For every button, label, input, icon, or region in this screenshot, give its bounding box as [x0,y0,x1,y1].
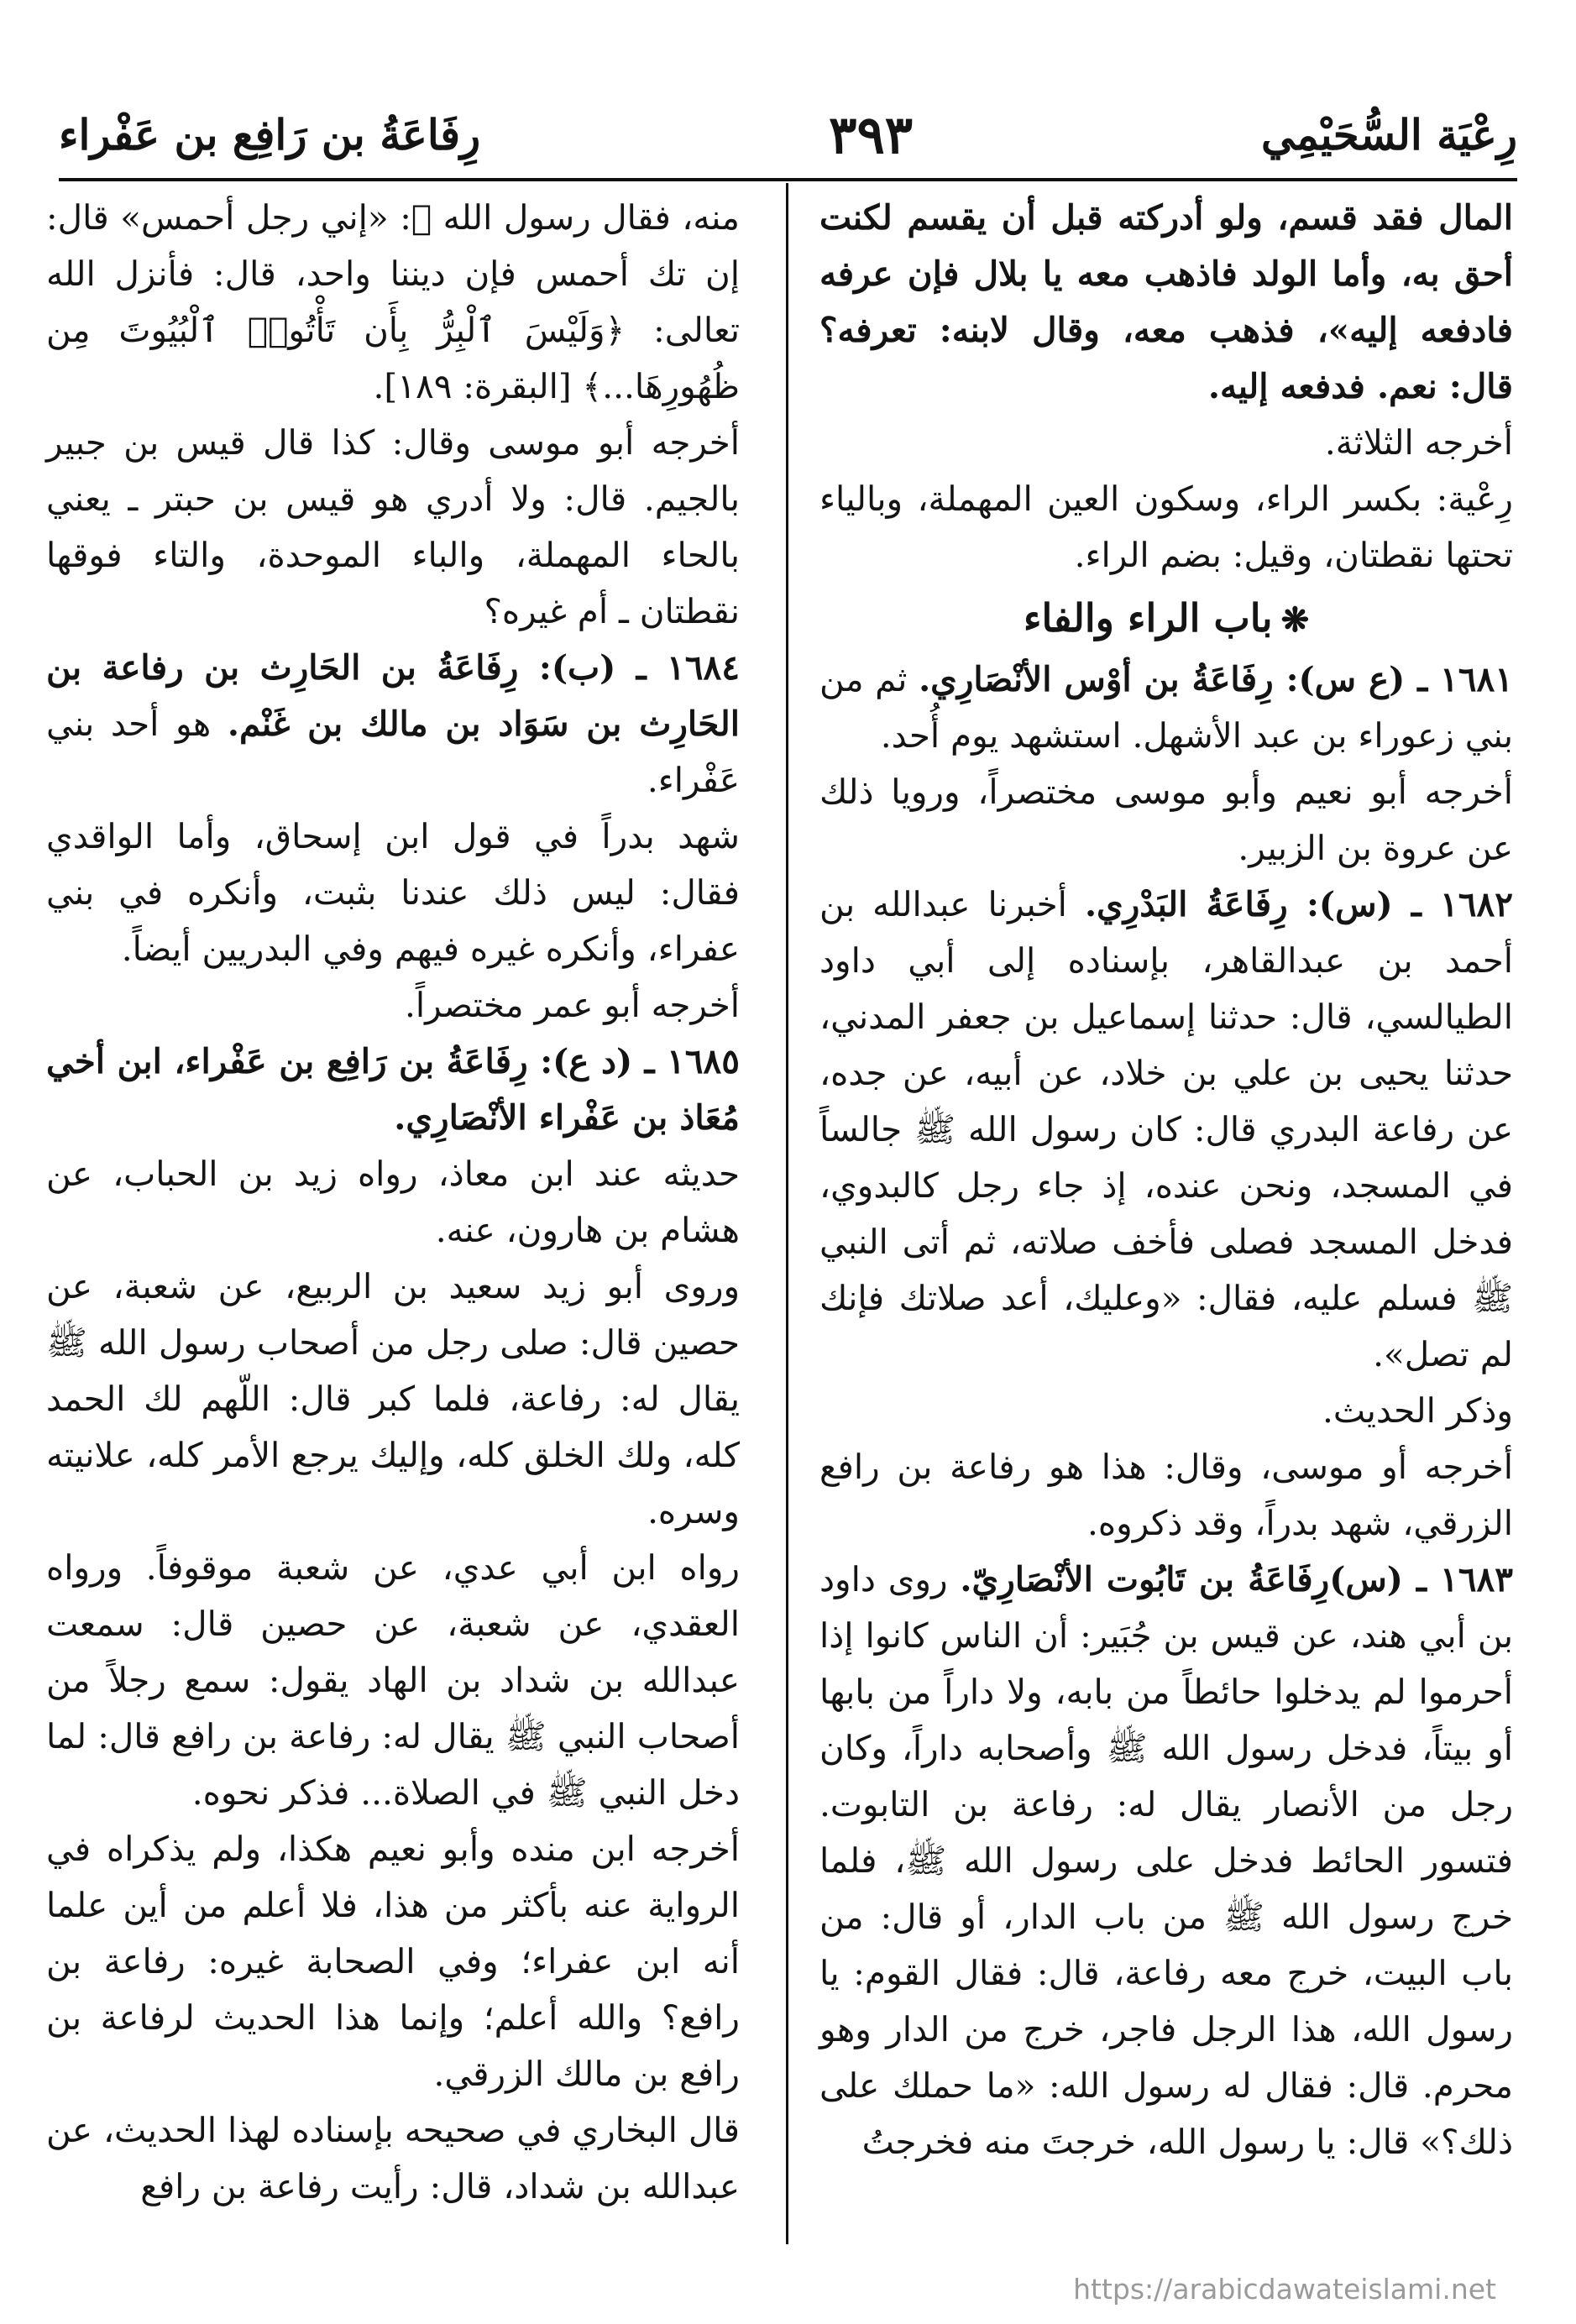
entry-heading: ١٦٨١ ـ (ع س): رِفَاعَةُ بن أوْس الأنْصَارِي. [919,659,1513,699]
paragraph: وذكر الحديث. [1322,1390,1513,1431]
source-watermark: https://arabicdawateislami.net [1073,2273,1496,2306]
right-column [819,190,1513,2170]
page-number: ٣٩٣ [829,103,914,165]
paragraph: حديثه عند ابن معاذ، رواه زيد بن الحباب، عن هشام بن هارون، عنه. [46,1154,740,1250]
entry-1685 [46,1034,740,1146]
entry-1684: ١٦٨٤ ـ (ب): رِفَاعَةُ بن الحَارِث بن رفاعة بن الحَارِث بن سَوَاد بن مالك بن غَنْم. هو أحد بني عَفْراء. [46,647,740,800]
running-title-left: رِفَاعَةُ بن رَافِع بن عَفْراء [59,109,481,160]
running-title-right: رِعْيَة السُّحَيْمِي [1261,109,1517,160]
section-heading-text: باب الراء والفاء [1023,595,1273,641]
column-divider [786,183,788,2244]
paragraph: منه، فقال رسول الله ﷺ: «إني رجل أحمس» قال: إن تك أحمس فإن ديننا واحد، قال: فأنزل الله تعالى: ﴿وَلَيْسَ ٱلْبِرُّ بِأَن تَأْتُوا۟ ٱلْبُيُوتَ مِن ظُهُورِهَا...﴾ [البقرة: ١٨٩]. [46,197,740,406]
section-heading [819,590,1513,648]
paragraph: أخرجه أبو عمر مختصراً. [404,985,740,1025]
entry-heading: ١٦٨٢ ـ (س): رِفَاعَةُ البَدْرِي. [1084,884,1513,924]
header-rule [59,178,1517,181]
paragraph: المال فقد قسم، ولو أدركته قبل أن يقسم لكنت أحق به، وأما الولد فاذهب معه يا بلال فإن عرفه فادفعه إليه»، فذهب معه، وقال لابنه: تعرفه؟ قال: نعم. فدفعه إليه. [819,197,1513,406]
paragraph: شهد بدراً في قول ابن إسحاق، وأما الواقدي فقال: ليس ذلك عندنا بثبت، وأنكره في بني عفراء، وأنكره غيره فيهم وفي البدريين أيضاً. [46,816,740,969]
entry-1682: ١٦٨٢ ـ (س): رِفَاعَةُ البَدْرِي. أخبرنا عبدالله بن أحمد بن عبدالقاهر، بإسناده إلى أبي داود الطيالسي، قال: حدثنا إسماعيل بن جعفر المدني، حدثنا يحيى بن علي بن خلاد، عن أبيه، عن جده، عن رفاعة البدري قال: كان رسول الله ﷺ جالساً في المسجد، ونحن عنده، إذ جاء رجل كالبدوي، فدخل المسجد فصلى فأخف صلاته، ثم أتى النبي ﷺ فسلم عليه، فقال: «وعليك، أعد صلاتك فإنك لم تصل». [819,884,1513,1374]
paragraph: أخرجه الثلاثة. [1324,422,1513,463]
page-header [59,92,1517,176]
entry-heading: ١٦٨٤ ـ (ب): رِفَاعَةُ بن الحَارِث بن رفاعة بن الحَارِث بن سَوَاد بن مالك بن غَنْم. [46,647,740,744]
entry-1683: ١٦٨٣ ـ (س)رِفَاعَةُ بن تَابُوت الأنْصَارِيّ. روى داود بن أبي هند، عن قيس بن جُبَير: أن الناس كانوا إذا أحرموا لم يدخلوا حائطاً من بابه، ولا داراً من بابها أو بيتاً، فدخل رسول الله ﷺ وأصحابه داراً، وكان رجل من الأنصار يقال له: رفاعة بن التابوت. فتسور الحائط فدخل على رسول الله ﷺ، فلما خرج رسول الله ﷺ من باب الدار، أو قال: من باب البيت، خرج معه رفاعة، قال: فقال القوم: يا رسول الله، هذا الرجل فاجر، خرج من الدار وهو محرم. قال: فقال له رسول الله: «ما حملك على ذلك؟» قال: يا رسول الله، خرجتَ منه فخرجتُ [819,1559,1513,2162]
paragraph: أخرجه ابن منده وأبو نعيم هكذا، ولم يذكراه في الرواية عنه بأكثر من هذا، فلا أعلم من أين علما أنه ابن عفراء؛ وفي الصحابة غيره: رفاعة بن رافع؟ والله أعلم؛ وإنما هذا الحديث لرفاعة بن رافع بن مالك الزرقي. [46,1829,740,2094]
paragraph: قال البخاري في صحيحه بإسناده لهذا الحديث، عن عبدالله بن شداد، قال: رأيت رفاعة بن رافع [46,2110,740,2206]
star-ornament-icon: ❋ [1280,600,1310,640]
paragraph: أخرجه أبو موسى وقال: كذا قال قيس بن جبير بالجيم. قال: ولا أدري هو قيس بن حبتر ـ يعني بالحاء المهملة، والباء الموحدة، والتاء فوقها نقطتان ـ أم غيره؟ [46,422,740,631]
paragraph: رواه ابن أبي عدي، عن شعبة موقوفاً. ورواه العقدي، عن شعبة، عن حصين قال: سمعت عبدالله بن شداد بن الهاد يقول: سمع رجلاً من أصحاب النبي ﷺ يقال له: رفاعة بن رافع قال: لما دخل النبي ﷺ في الصلاة... فذكر نحوه. [46,1547,740,1813]
paragraph: أخرجه أو موسى، وقال: هذا هو رفاعة بن رافع الزرقي، شهد بدراً، وقد ذكروه. [819,1447,1513,1543]
paragraph: أخرجه أبو نعيم وأبو موسى مختصراً، ورويا ذلك عن عروة بن الزبير. [819,772,1513,868]
entry-heading: ١٦٨٥ ـ (د ع): رِفَاعَةُ بن رَافِع بن عَفْراء، ابن أخي مُعَاذ بن عَفْراء الأنْصَارِي. [46,1041,740,1138]
entry-heading: ١٦٨٣ ـ (س)رِفَاعَةُ بن تَابُوت الأنْصَارِيّ. [960,1559,1513,1599]
paragraph: وروى أبو زيد سعيد بن الربيع، عن شعبة، عن حصين قال: صلى رجل من أصحاب رسول الله ﷺ يقال له: رفاعة، فلما كبر قال: اللّهم لك الحمد كله، ولك الخلق كله، وإليك يرجع الأمر كله، علانيته وسره. [46,1266,740,1531]
entry-1681: ١٦٨١ ـ (ع س): رِفَاعَةُ بن أوْس الأنْصَارِي. ثم من بني زعوراء بن عبد الأشهل. استشهد يوم أُحد. [819,659,1513,756]
left-column [46,190,740,2215]
paragraph: رِعْية: بكسر الراء، وسكون العين المهملة، وبالياء تحتها نقطتان، وقيل: بضم الراء. [819,479,1513,575]
